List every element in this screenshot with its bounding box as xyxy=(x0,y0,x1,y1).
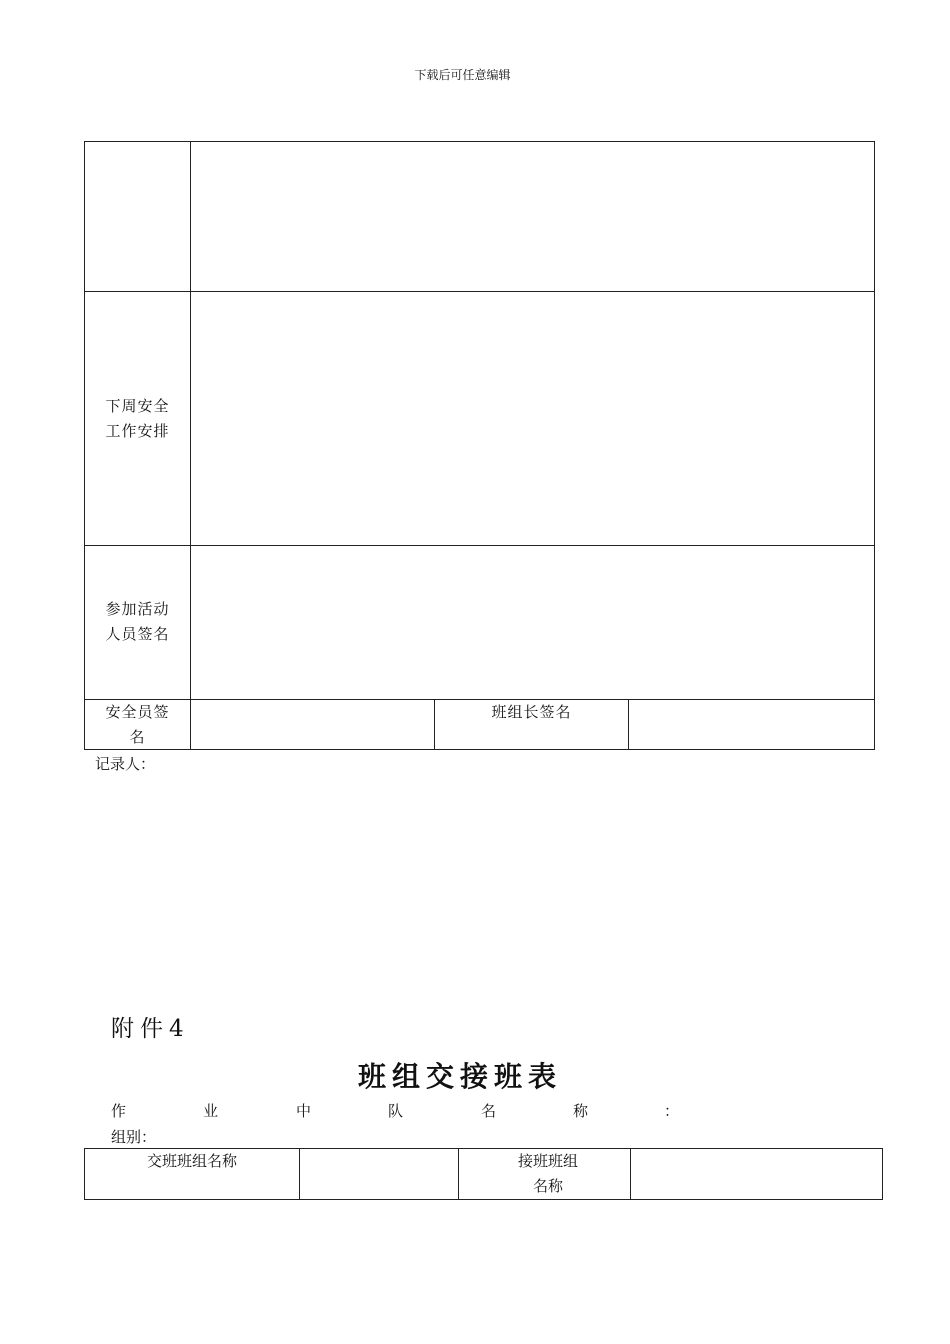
form-title: 班组交接班表 xyxy=(357,1060,562,1093)
participants-label-line1: 参加活动 xyxy=(105,600,170,618)
receiving-team-value-cell[interactable] xyxy=(630,1148,883,1200)
work-team-name-line xyxy=(111,1100,691,1122)
team-line-char: 业 xyxy=(203,1102,219,1120)
group-label: 组别： xyxy=(111,1128,157,1146)
team-line-char: 作 xyxy=(111,1102,127,1120)
receiving-team-label xyxy=(458,1149,638,1199)
safety-officer-label-line1: 安全员签 xyxy=(105,703,170,721)
attachment-label: 附件4 xyxy=(111,1016,190,1042)
next-week-label-line2: 工作安排 xyxy=(105,422,170,440)
handing-team-label: 交班班组名称 xyxy=(146,1152,237,1170)
recorder-label: 记录人： xyxy=(95,755,156,773)
safety-officer-signature-cell[interactable] xyxy=(190,699,435,750)
handing-team-value-cell[interactable] xyxy=(299,1148,459,1200)
receiving-team-label-line2: 名称 xyxy=(532,1177,563,1195)
participants-signature-cell[interactable] xyxy=(190,545,875,700)
team-line-char: 称 xyxy=(573,1102,589,1120)
next-week-safety-label xyxy=(84,394,191,444)
participants-label xyxy=(84,597,191,647)
team-line-char: 队 xyxy=(388,1102,404,1120)
row1-content-cell[interactable] xyxy=(190,141,875,292)
page-header-note: 下载后可任意编辑 xyxy=(414,68,511,82)
next-week-content-cell[interactable] xyxy=(190,291,875,546)
team-leader-label: 班组长签名 xyxy=(491,703,572,721)
next-week-label-line1: 下周安全 xyxy=(105,397,170,415)
team-line-char: ： xyxy=(664,1102,680,1120)
team-line-char: 名 xyxy=(481,1102,497,1120)
team-line-char: 中 xyxy=(296,1102,312,1120)
safety-officer-label-line2: 名 xyxy=(129,728,146,746)
team-leader-signature-cell[interactable] xyxy=(628,699,875,750)
receiving-team-label-line1: 接班班组 xyxy=(517,1152,578,1170)
participants-label-line2: 人员签名 xyxy=(105,625,170,643)
row1-label-cell xyxy=(84,141,191,292)
safety-officer-label xyxy=(84,700,191,750)
